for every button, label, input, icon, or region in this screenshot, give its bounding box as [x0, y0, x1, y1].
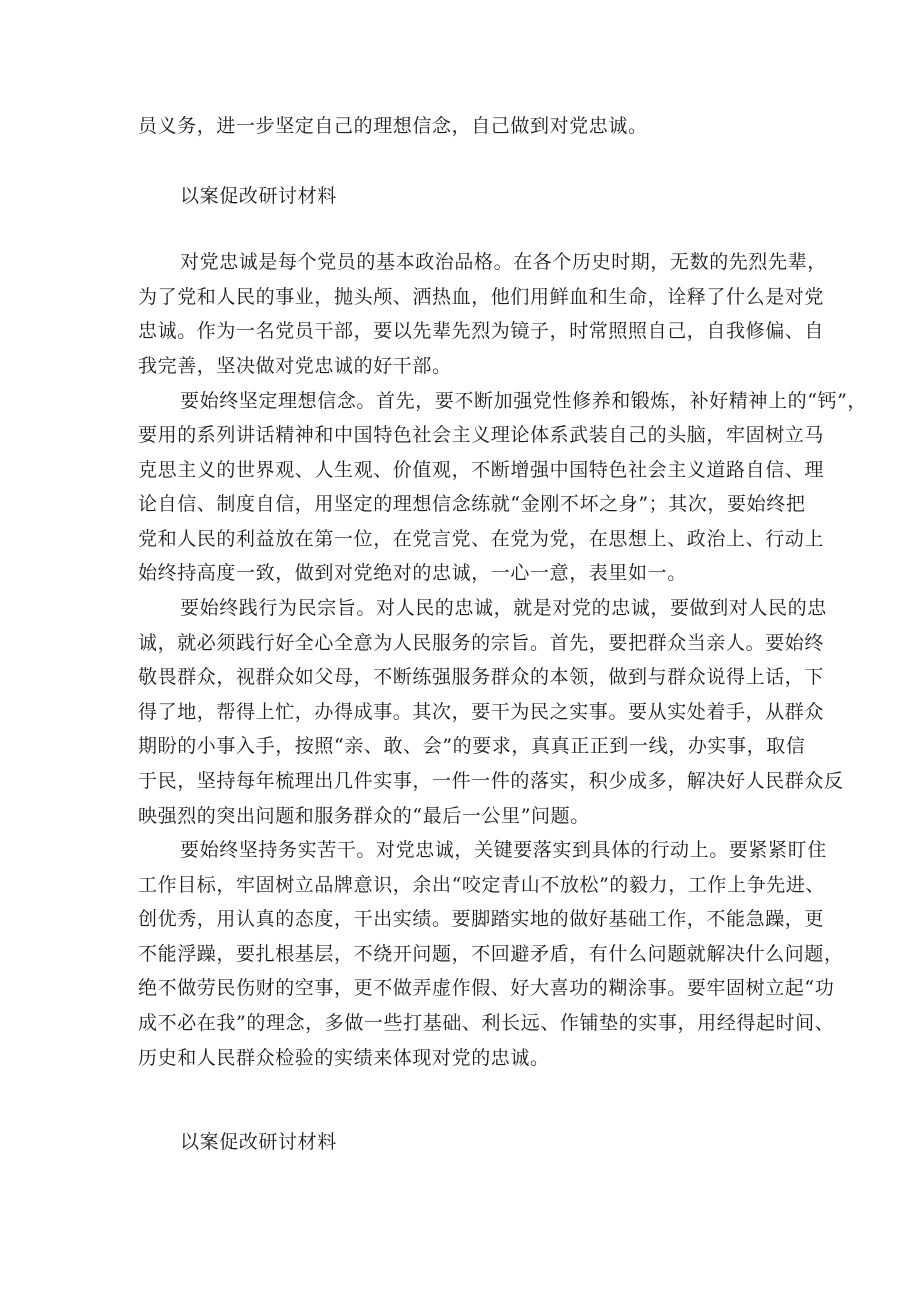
continuation-line: 员义务，进一步坚定自己的理想信念，自己做到对党忠诚。 [138, 115, 648, 137]
paragraph-line: 不能浮躁，要扎根基层，不绕开问题，不回避矛盾，有什么问题就解决什么问题， [138, 943, 844, 965]
paragraph-line: 于民，坚持每年梳理出几件实事，一件一件的落实，积少成多，解决好人民群众反 [138, 770, 844, 792]
paragraph-line: 期盼的小事入手，按照“亲、敢、会”的要求，真真正正到一线，办实事，取信 [138, 735, 806, 757]
paragraph-line: 克思主义的世界观、人生观、价值观，不断增强中国特色社会主义道路自信、理 [138, 459, 825, 481]
paragraph-line: 要始终坚定理想信念。首先，要不断加强党性修养和锻炼，补好精神上的“钙”， [180, 390, 868, 412]
paragraph-line: 论自信、制度自信，用坚定的理想信念练就“金刚不坏之身”；其次，要始终把 [138, 493, 806, 515]
paragraph-line: 工作目标，牢固树立品牌意识，余出“咬定青山不放松”的毅力，工作上争先进、 [138, 874, 826, 896]
paragraph-line: 要始终坚持务实苦干。对党忠诚，关键要落实到具体的行动上。要紧紧盯住 [180, 839, 827, 861]
paragraph-line: 绝不做劳民伤财的空事，更不做弄虚作假、好大喜功的糊涂事。要牢固树立起“功 [138, 977, 835, 999]
paragraph-line: 诚，就必须践行好全心全意为人民服务的宗旨。首先，要把群众当亲人。要始终 [138, 632, 825, 654]
paragraph-line: 映强烈的突出问题和服务群众的“最后一公里”问题。 [138, 805, 590, 827]
paragraph-line: 成不必在我”的理念，多做一些打基础、利长远、作铺垫的实事，用经得起时间、 [138, 1012, 835, 1034]
paragraph-line: 创优秀，用认真的态度，干出实绩。要脚踏实地的做好基础工作，不能急躁，更 [138, 908, 825, 930]
paragraph-line: 要始终践行为民宗旨。对人民的忠诚，就是对党的忠诚，要做到对人民的忠 [180, 597, 827, 619]
section-heading: 以案促改研讨材料 [180, 185, 337, 207]
section-heading: 以案促改研讨材料 [180, 1131, 337, 1153]
paragraph-line: 我完善，坚决做对党忠诚的好干部。 [138, 355, 452, 377]
paragraph-line: 党和人民的利益放在第一位，在党言党、在党为党，在思想上、政治上、行动上 [138, 528, 825, 550]
paragraph-line: 始终持高度一致，做到对党绝对的忠诚，一心一意，表里如一。 [138, 562, 687, 584]
paragraph-line: 得了地，帮得上忙，办得成事。其次，要干为民之实事。要从实处着手，从群众 [138, 701, 825, 723]
paragraph-line: 忠诚。作为一名党员干部，要以先辈先烈为镜子，时常照照自己，自我修偏、自 [138, 320, 825, 342]
paragraph-line: 要用的系列讲话精神和中国特色社会主义理论体系武装自己的头脑，牢固树立马 [138, 424, 825, 446]
paragraph-line: 为了党和人民的事业，抛头颅、洒热血，他们用鲜血和生命，诠释了什么是对党 [138, 286, 825, 308]
paragraph-line: 对党忠诚是每个党员的基本政治品格。在各个历史时期，无数的先烈先辈， [180, 251, 827, 273]
paragraph-line: 历史和人民群众检验的实绩来体现对党的忠诚。 [138, 1047, 550, 1069]
paragraph-line: 敬畏群众，视群众如父母，不断练强服务群众的本领，做到与群众说得上话，下 [138, 666, 825, 688]
